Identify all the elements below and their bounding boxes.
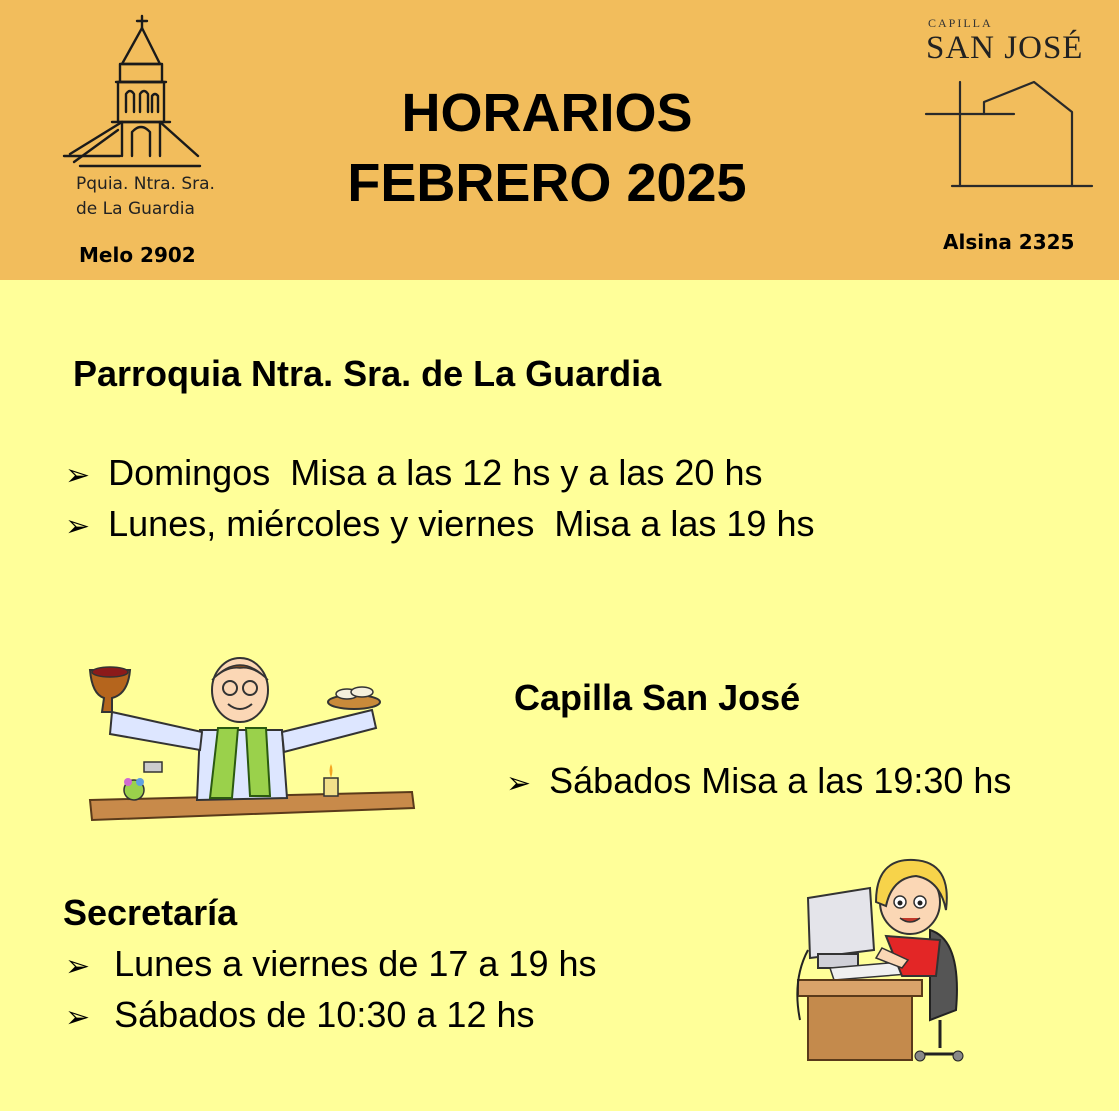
parish-logo-line2: de La Guardia [76,199,195,219]
arrow-bullet-icon: ➢ [65,1001,91,1034]
priest-illustration [82,650,422,830]
capilla-title: Capilla San José [514,677,801,718]
arrow-bullet-icon: ➢ [65,459,91,492]
schedule-day: Domingos [108,452,271,493]
chapel-address: Alsina 2325 [943,230,1075,254]
secretaria-item-sabados [65,994,535,1036]
arrow-bullet-icon: ➢ [65,950,91,983]
parish-logo-line1: Pquia. Ntra. Sra. [76,174,215,194]
church-icon [60,14,210,174]
parroquia-item-domingos [65,452,762,494]
schedule-text: Lunes a viernes de 17 a 19 hs [114,943,597,984]
title-line2: FEBRERO 2025 [347,153,747,213]
header-banner [0,0,1119,280]
schedule-day: Lunes, miércoles y viernes [108,503,535,544]
chapel-logo-name: SAN JOSÉ [926,30,1084,66]
arrow-bullet-icon: ➢ [65,510,91,543]
arrow-bullet-icon: ➢ [506,767,532,800]
secretary-illustration [790,850,970,1070]
secretaria-item-semana [65,943,596,985]
secretaria-title: Secretaría [63,892,238,933]
parish-address: Melo 2902 [79,243,196,267]
house-cross-icon [922,74,1098,194]
parroquia-item-semana [65,503,814,545]
schedule-time: Misa a las 12 hs y a las 20 hs [290,452,763,493]
title-line1: HORARIOS [401,83,693,143]
schedule-time: Misa a las 19 hs [554,503,815,544]
chapel-logo-small: CAPILLA [928,16,993,30]
parroquia-title: Parroquia Ntra. Sra. de La Guardia [73,353,662,394]
schedule-text: Sábados Misa a las 19:30 hs [549,760,1012,801]
parish-logo-text [76,172,215,222]
page-title [300,78,794,218]
capilla-item-sabados [506,760,1011,802]
schedule-text: Sábados de 10:30 a 12 hs [114,994,535,1035]
